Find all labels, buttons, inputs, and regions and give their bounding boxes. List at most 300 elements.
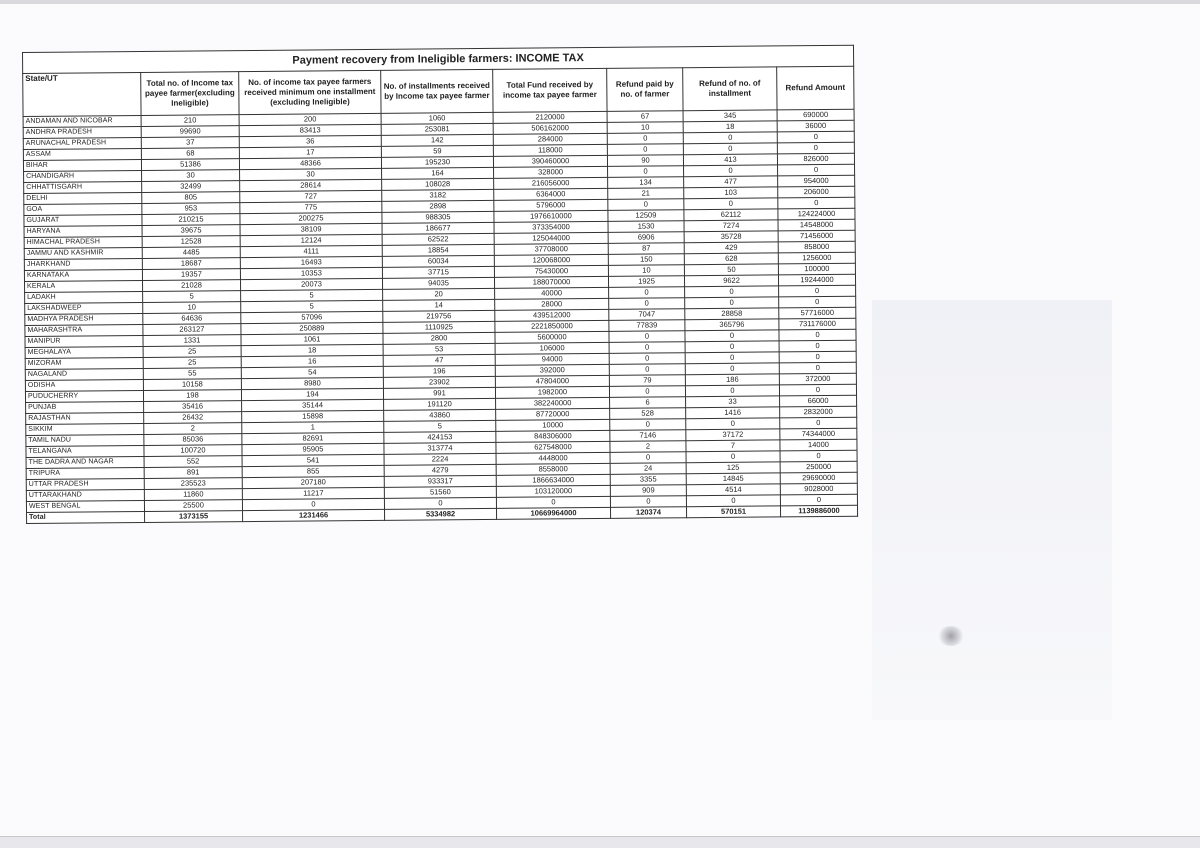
value-cell: 5796000 bbox=[494, 199, 608, 211]
value-cell: 392000 bbox=[495, 364, 609, 376]
value-cell: 35144 bbox=[242, 399, 384, 411]
value-cell: 68 bbox=[141, 148, 239, 160]
value-cell: 39675 bbox=[142, 225, 240, 237]
value-cell: 1110925 bbox=[383, 321, 495, 333]
value-cell: 0 bbox=[685, 330, 779, 342]
value-cell: 87720000 bbox=[496, 408, 610, 420]
state-name-cell: LADAKH bbox=[25, 291, 143, 303]
state-name-cell: GOA bbox=[24, 203, 142, 215]
value-cell: 16493 bbox=[240, 256, 382, 268]
value-cell: 424153 bbox=[384, 431, 496, 443]
value-cell: 0 bbox=[778, 197, 855, 209]
value-cell: 38109 bbox=[240, 223, 382, 235]
value-cell: 477 bbox=[684, 176, 778, 188]
value-cell: 4279 bbox=[384, 464, 496, 476]
state-name-cell: KARNATAKA bbox=[24, 269, 142, 281]
value-cell: 74344000 bbox=[780, 428, 857, 440]
value-cell: 188070000 bbox=[494, 276, 608, 288]
total-cell: 1139886000 bbox=[780, 505, 857, 517]
value-cell: 198 bbox=[143, 390, 241, 402]
state-name-cell: LAKSHADWEEP bbox=[25, 302, 143, 314]
value-cell: 40000 bbox=[495, 287, 609, 299]
header-refund-installments: Refund of no. of installment bbox=[683, 67, 777, 111]
value-cell: 0 bbox=[684, 165, 778, 177]
value-cell: 506162000 bbox=[493, 122, 607, 134]
value-cell: 2 bbox=[144, 423, 242, 435]
state-name-cell: CHANDIGARH bbox=[24, 170, 142, 182]
value-cell: 94035 bbox=[382, 277, 494, 289]
value-cell: 85036 bbox=[144, 434, 242, 446]
value-cell: 5 bbox=[241, 289, 383, 301]
value-cell: 0 bbox=[384, 497, 496, 509]
value-cell: 858000 bbox=[778, 241, 855, 253]
value-cell: 77839 bbox=[609, 320, 685, 332]
value-cell: 0 bbox=[610, 452, 686, 464]
table-title: Payment recovery from Ineligible farmers: INCOME TAX bbox=[23, 45, 854, 73]
value-cell: 1982000 bbox=[495, 386, 609, 398]
value-cell: 14548000 bbox=[778, 219, 855, 231]
value-cell: 0 bbox=[608, 166, 684, 178]
value-cell: 37708000 bbox=[494, 243, 608, 255]
value-cell: 4485 bbox=[142, 247, 240, 259]
value-cell: 196 bbox=[383, 365, 495, 377]
value-cell: 75430000 bbox=[494, 265, 608, 277]
value-cell: 0 bbox=[607, 133, 683, 145]
value-cell: 0 bbox=[683, 143, 777, 155]
value-cell: 18854 bbox=[382, 244, 494, 256]
value-cell: 1866634000 bbox=[496, 474, 610, 486]
value-cell: 95905 bbox=[242, 443, 384, 455]
value-cell: 48366 bbox=[239, 157, 381, 169]
value-cell: 36 bbox=[239, 135, 381, 147]
value-cell: 253081 bbox=[381, 123, 493, 135]
value-cell: 12124 bbox=[240, 234, 382, 246]
value-cell: 25 bbox=[143, 357, 241, 369]
value-cell: 2800 bbox=[383, 332, 495, 344]
value-cell: 805 bbox=[142, 192, 240, 204]
value-cell: 55 bbox=[143, 368, 241, 380]
value-cell: 60034 bbox=[382, 255, 494, 267]
state-name-cell: RAJASTHAN bbox=[26, 412, 144, 424]
value-cell: 2898 bbox=[382, 200, 494, 212]
value-cell: 10353 bbox=[240, 267, 382, 279]
header-installments-received: No. of installments received by Income tax payee farmer bbox=[381, 69, 493, 113]
value-cell: 200275 bbox=[240, 212, 382, 224]
value-cell: 3182 bbox=[382, 189, 494, 201]
value-cell: 210 bbox=[141, 115, 239, 127]
value-cell: 5600000 bbox=[495, 331, 609, 343]
value-cell: 200 bbox=[239, 113, 381, 125]
header-farmers-min-installment: No. of income tax payee farmers received minimum one installment (excluding Ineligible) bbox=[239, 70, 381, 114]
state-name-cell: ARUNACHAL PRADESH bbox=[23, 137, 141, 149]
value-cell: 5 bbox=[241, 300, 383, 312]
value-cell: 2224 bbox=[384, 453, 496, 465]
value-cell: 0 bbox=[686, 418, 780, 430]
value-cell: 67 bbox=[607, 111, 683, 123]
state-name-cell: SIKKIM bbox=[26, 423, 144, 435]
value-cell: 18 bbox=[241, 344, 383, 356]
value-cell: 7 bbox=[686, 440, 780, 452]
value-cell: 83413 bbox=[239, 124, 381, 136]
value-cell: 51386 bbox=[141, 159, 239, 171]
value-cell: 94000 bbox=[495, 353, 609, 365]
value-cell: 2832000 bbox=[780, 406, 857, 418]
state-name-cell: KERALA bbox=[25, 280, 143, 292]
value-cell: 57096 bbox=[241, 311, 383, 323]
value-cell: 33 bbox=[686, 396, 780, 408]
value-cell: 71456000 bbox=[778, 230, 855, 242]
value-cell: 628 bbox=[684, 253, 778, 265]
value-cell: 909 bbox=[610, 485, 686, 497]
value-cell: 14000 bbox=[780, 439, 857, 451]
value-cell: 0 bbox=[685, 352, 779, 364]
value-cell: 87 bbox=[608, 243, 684, 255]
value-cell: 28614 bbox=[240, 179, 382, 191]
state-name-cell: MAHARASHTRA bbox=[25, 324, 143, 336]
state-name-cell: CHHATTISGARH bbox=[24, 181, 142, 193]
value-cell: 0 bbox=[610, 419, 686, 431]
state-name-cell: DELHI bbox=[24, 192, 142, 204]
value-cell: 53 bbox=[383, 343, 495, 355]
value-cell: 106000 bbox=[495, 342, 609, 354]
value-cell: 4514 bbox=[686, 484, 780, 496]
value-cell: 0 bbox=[609, 331, 685, 343]
value-cell: 216056000 bbox=[494, 177, 608, 189]
value-cell: 18687 bbox=[142, 258, 240, 270]
value-cell: 891 bbox=[144, 467, 242, 479]
value-cell: 142 bbox=[381, 134, 493, 146]
value-cell: 0 bbox=[683, 132, 777, 144]
value-cell: 0 bbox=[779, 384, 856, 396]
value-cell: 35416 bbox=[144, 401, 242, 413]
value-cell: 5 bbox=[143, 291, 241, 303]
value-cell: 219756 bbox=[383, 310, 495, 322]
value-cell: 0 bbox=[685, 286, 779, 298]
total-cell: 570151 bbox=[686, 506, 780, 518]
value-cell: 5 bbox=[384, 420, 496, 432]
value-cell: 37172 bbox=[686, 429, 780, 441]
value-cell: 0 bbox=[609, 298, 685, 310]
value-cell: 0 bbox=[780, 450, 857, 462]
value-cell: 210215 bbox=[142, 214, 240, 226]
value-cell: 0 bbox=[779, 340, 856, 352]
value-cell: 0 bbox=[778, 164, 855, 176]
state-name-cell: NAGALAND bbox=[25, 368, 143, 380]
value-cell: 118000 bbox=[493, 144, 607, 156]
state-name-cell: WEST BENGAL bbox=[26, 500, 144, 512]
value-cell: 731176000 bbox=[779, 318, 856, 330]
value-cell: 108028 bbox=[382, 178, 494, 190]
value-cell: 4448000 bbox=[496, 452, 610, 464]
total-cell: 10669964000 bbox=[497, 507, 611, 519]
state-name-cell: TRIPURA bbox=[26, 467, 144, 479]
state-name-cell: GUJARAT bbox=[24, 214, 142, 226]
value-cell: 14 bbox=[383, 299, 495, 311]
value-cell: 727 bbox=[240, 190, 382, 202]
value-cell: 0 bbox=[685, 363, 779, 375]
value-cell: 390460000 bbox=[493, 155, 607, 167]
value-cell: 37715 bbox=[382, 266, 494, 278]
value-cell: 30 bbox=[240, 168, 382, 180]
value-cell: 0 bbox=[496, 496, 610, 508]
value-cell: 1530 bbox=[608, 221, 684, 233]
value-cell: 59 bbox=[381, 145, 493, 157]
value-cell: 90 bbox=[607, 155, 683, 167]
value-cell: 541 bbox=[242, 454, 384, 466]
value-cell: 164 bbox=[382, 167, 494, 179]
value-cell: 429 bbox=[684, 242, 778, 254]
value-cell: 1 bbox=[242, 421, 384, 433]
value-cell: 0 bbox=[777, 142, 854, 154]
value-cell: 186 bbox=[685, 374, 779, 386]
value-cell: 1256000 bbox=[778, 252, 855, 264]
state-name-cell: ODISHA bbox=[25, 379, 143, 391]
value-cell: 103120000 bbox=[496, 485, 610, 497]
value-cell: 328000 bbox=[494, 166, 608, 178]
total-cell: 120374 bbox=[610, 507, 686, 519]
total-label: Total bbox=[27, 511, 145, 523]
value-cell: 250889 bbox=[241, 322, 383, 334]
value-cell: 413 bbox=[683, 154, 777, 166]
value-cell: 365796 bbox=[685, 319, 779, 331]
value-cell: 11217 bbox=[242, 487, 384, 499]
state-name-cell: JAMMU AND KASHMIR bbox=[24, 247, 142, 259]
value-cell: 0 bbox=[777, 131, 854, 143]
value-cell: 0 bbox=[779, 329, 856, 341]
value-cell: 10 bbox=[143, 302, 241, 314]
value-cell: 372000 bbox=[779, 373, 856, 385]
value-cell: 100000 bbox=[778, 263, 855, 275]
value-cell: 1925 bbox=[608, 276, 684, 288]
value-cell: 17 bbox=[239, 146, 381, 158]
state-name-cell: ANDAMAN AND NICOBAR bbox=[23, 115, 141, 127]
value-cell: 775 bbox=[240, 201, 382, 213]
value-cell: 82691 bbox=[242, 432, 384, 444]
value-cell: 6906 bbox=[608, 232, 684, 244]
value-cell: 10158 bbox=[143, 379, 241, 391]
value-cell: 6364000 bbox=[494, 188, 608, 200]
state-name-cell: MEGHALAYA bbox=[25, 346, 143, 358]
bleed-through-shadow bbox=[872, 300, 1112, 720]
value-cell: 20 bbox=[383, 288, 495, 300]
state-name-cell: THE DADRA AND NAGAR bbox=[26, 456, 144, 468]
state-name-cell: HIMACHAL PRADESH bbox=[24, 236, 142, 248]
state-name-cell: BIHAR bbox=[23, 159, 141, 171]
scan-edge-top bbox=[0, 0, 1200, 4]
value-cell: 37 bbox=[141, 137, 239, 149]
value-cell: 28858 bbox=[685, 308, 779, 320]
value-cell: 8558000 bbox=[496, 463, 610, 475]
value-cell: 2 bbox=[610, 441, 686, 453]
value-cell: 6 bbox=[610, 397, 686, 409]
header-total-fund: Total Fund received by income tax payee farmer bbox=[493, 68, 607, 112]
value-cell: 0 bbox=[609, 364, 685, 376]
header-total-farmers: Total no. of Income tax payee farmer(excluding Ineligible) bbox=[141, 72, 239, 116]
total-cell: 5334982 bbox=[385, 508, 497, 520]
state-name-cell: ANDHRA PRADESH bbox=[23, 126, 141, 138]
value-cell: 18 bbox=[683, 121, 777, 133]
value-cell: 9028000 bbox=[780, 483, 857, 495]
value-cell: 0 bbox=[686, 495, 780, 507]
state-name-cell: MADHYA PRADESH bbox=[25, 313, 143, 325]
value-cell: 7146 bbox=[610, 430, 686, 442]
value-cell: 345 bbox=[683, 110, 777, 122]
value-cell: 10 bbox=[608, 265, 684, 277]
value-cell: 35728 bbox=[684, 231, 778, 243]
value-cell: 100720 bbox=[144, 445, 242, 457]
value-cell: 64636 bbox=[143, 313, 241, 325]
value-cell: 0 bbox=[609, 353, 685, 365]
value-cell: 0 bbox=[685, 341, 779, 353]
value-cell: 186677 bbox=[382, 222, 494, 234]
value-cell: 439512000 bbox=[495, 309, 609, 321]
value-cell: 36000 bbox=[777, 120, 854, 132]
value-cell: 933317 bbox=[384, 475, 496, 487]
value-cell: 1976610000 bbox=[494, 210, 608, 222]
value-cell: 313774 bbox=[384, 442, 496, 454]
value-cell: 0 bbox=[609, 386, 685, 398]
value-cell: 11860 bbox=[144, 489, 242, 501]
value-cell: 28000 bbox=[495, 298, 609, 310]
value-cell: 66000 bbox=[780, 395, 857, 407]
value-cell: 62522 bbox=[382, 233, 494, 245]
value-cell: 8980 bbox=[241, 377, 383, 389]
document-sheet bbox=[22, 45, 857, 524]
value-cell: 0 bbox=[685, 297, 779, 309]
value-cell: 47 bbox=[383, 354, 495, 366]
value-cell: 25500 bbox=[144, 500, 242, 512]
value-cell: 120068000 bbox=[494, 254, 608, 266]
value-cell: 284000 bbox=[493, 133, 607, 145]
value-cell: 207180 bbox=[242, 476, 384, 488]
value-cell: 0 bbox=[779, 362, 856, 374]
value-cell: 0 bbox=[779, 351, 856, 363]
value-cell: 855 bbox=[242, 465, 384, 477]
value-cell: 25 bbox=[143, 346, 241, 358]
value-cell: 954000 bbox=[778, 175, 855, 187]
value-cell: 30 bbox=[142, 170, 240, 182]
value-cell: 21 bbox=[608, 188, 684, 200]
header-refund-paid-farmers: Refund paid by no. of farmer bbox=[607, 68, 683, 112]
value-cell: 250000 bbox=[780, 461, 857, 473]
value-cell: 1331 bbox=[143, 335, 241, 347]
value-cell: 1060 bbox=[381, 112, 493, 124]
value-cell: 953 bbox=[142, 203, 240, 215]
state-name-cell: UTTARAKHAND bbox=[26, 489, 144, 501]
state-name-cell: HARYANA bbox=[24, 225, 142, 237]
value-cell: 2120000 bbox=[493, 111, 607, 123]
value-cell: 0 bbox=[686, 451, 780, 463]
value-cell: 20073 bbox=[240, 278, 382, 290]
value-cell: 235523 bbox=[144, 478, 242, 490]
value-cell: 0 bbox=[608, 199, 684, 211]
value-cell: 988305 bbox=[382, 211, 494, 223]
value-cell: 382240000 bbox=[496, 397, 610, 409]
value-cell: 54 bbox=[241, 366, 383, 378]
state-name-cell: MANIPUR bbox=[25, 335, 143, 347]
value-cell: 848306000 bbox=[496, 430, 610, 442]
value-cell: 51560 bbox=[384, 486, 496, 498]
value-cell: 4111 bbox=[240, 245, 382, 257]
value-cell: 0 bbox=[609, 342, 685, 354]
value-cell: 26432 bbox=[144, 412, 242, 424]
value-cell: 50 bbox=[684, 264, 778, 276]
value-cell: 12509 bbox=[608, 210, 684, 222]
ink-smudge bbox=[938, 626, 964, 646]
value-cell: 0 bbox=[242, 498, 384, 510]
value-cell: 79 bbox=[609, 375, 685, 387]
value-cell: 32499 bbox=[142, 181, 240, 193]
value-cell: 0 bbox=[610, 496, 686, 508]
value-cell: 0 bbox=[780, 417, 857, 429]
value-cell: 627548000 bbox=[496, 441, 610, 453]
value-cell: 528 bbox=[610, 408, 686, 420]
income-tax-recovery-table bbox=[22, 45, 858, 524]
value-cell: 23902 bbox=[383, 376, 495, 388]
value-cell: 15898 bbox=[242, 410, 384, 422]
value-cell: 7274 bbox=[684, 220, 778, 232]
header-refund-amount: Refund Amount bbox=[777, 66, 854, 110]
value-cell: 9622 bbox=[684, 275, 778, 287]
value-cell: 134 bbox=[608, 177, 684, 189]
value-cell: 19357 bbox=[142, 269, 240, 281]
state-name-cell: TELANGANA bbox=[26, 445, 144, 457]
header-state: State/UT bbox=[23, 72, 141, 116]
value-cell: 21028 bbox=[142, 280, 240, 292]
value-cell: 991 bbox=[383, 387, 495, 399]
value-cell: 373354000 bbox=[494, 221, 608, 233]
value-cell: 0 bbox=[684, 198, 778, 210]
value-cell: 10 bbox=[607, 122, 683, 134]
value-cell: 3355 bbox=[610, 474, 686, 486]
value-cell: 1416 bbox=[686, 407, 780, 419]
value-cell: 125 bbox=[686, 462, 780, 474]
state-name-cell: ASSAM bbox=[23, 148, 141, 160]
value-cell: 43860 bbox=[384, 409, 496, 421]
value-cell: 0 bbox=[779, 285, 856, 297]
state-name-cell: PUNJAB bbox=[26, 401, 144, 413]
value-cell: 24 bbox=[610, 463, 686, 475]
value-cell: 150 bbox=[608, 254, 684, 266]
value-cell: 206000 bbox=[778, 186, 855, 198]
value-cell: 124224000 bbox=[778, 208, 855, 220]
state-name-cell: MIZORAM bbox=[25, 357, 143, 369]
value-cell: 0 bbox=[685, 385, 779, 397]
value-cell: 47804000 bbox=[495, 375, 609, 387]
value-cell: 826000 bbox=[777, 153, 854, 165]
value-cell: 2221850000 bbox=[495, 320, 609, 332]
value-cell: 103 bbox=[684, 187, 778, 199]
value-cell: 1061 bbox=[241, 333, 383, 345]
value-cell: 0 bbox=[780, 494, 857, 506]
state-name-cell: PUDUCHERRY bbox=[25, 390, 143, 402]
value-cell: 10000 bbox=[496, 419, 610, 431]
value-cell: 191120 bbox=[384, 398, 496, 410]
state-name-cell: UTTAR PRADESH bbox=[26, 478, 144, 490]
total-cell: 1231466 bbox=[243, 509, 385, 521]
value-cell: 16 bbox=[241, 355, 383, 367]
value-cell: 263127 bbox=[143, 324, 241, 336]
value-cell: 552 bbox=[144, 456, 242, 468]
value-cell: 0 bbox=[607, 144, 683, 156]
state-name-cell: JHARKHAND bbox=[24, 258, 142, 270]
value-cell: 12528 bbox=[142, 236, 240, 248]
value-cell: 62112 bbox=[684, 209, 778, 221]
scan-edge-bottom bbox=[0, 836, 1200, 848]
value-cell: 0 bbox=[779, 296, 856, 308]
value-cell: 57716000 bbox=[779, 307, 856, 319]
value-cell: 125044000 bbox=[494, 232, 608, 244]
